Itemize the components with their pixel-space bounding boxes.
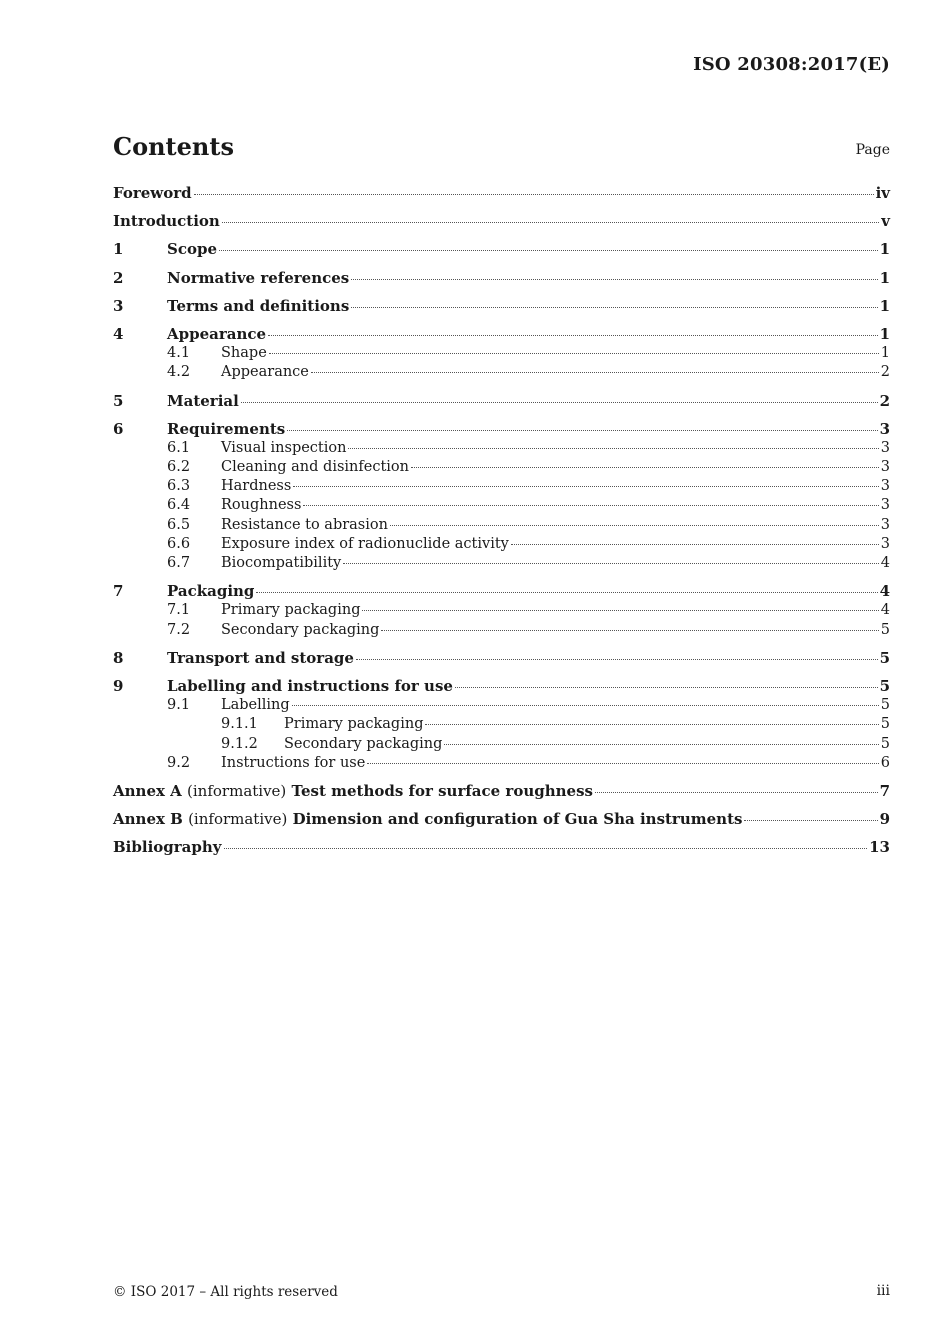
toc-entry-page: iv <box>875 184 890 202</box>
toc-entry[interactable] <box>113 439 890 458</box>
toc-entry[interactable] <box>113 477 890 496</box>
toc-entry-title: Labelling <box>221 697 290 714</box>
toc-entry-number: 6 <box>113 419 124 438</box>
document-id: ISO 20308:2017(E) <box>693 54 890 75</box>
toc-entry-number: 6.7 <box>167 555 191 571</box>
toc-entry-title: Primary packaging <box>221 602 361 619</box>
toc-entry-page: 5 <box>880 716 890 733</box>
toc-entry-number: 9.2 <box>167 754 191 771</box>
toc-entry-number: 9.1.2 <box>221 735 258 752</box>
toc-entry-title: Introduction <box>113 212 220 231</box>
dot-leader <box>351 279 877 280</box>
toc-entry-number: 7.2 <box>167 621 191 638</box>
toc-entry-page: 3 <box>880 535 890 552</box>
toc-entry-page: 2 <box>879 391 890 410</box>
toc-entry-title: Secondary packaging <box>284 735 443 752</box>
toc-entry-number: 6.1 <box>167 439 191 456</box>
toc-entry-number: 6.4 <box>167 497 191 514</box>
toc-entry[interactable] <box>113 458 890 477</box>
page-title: Contents <box>113 132 234 161</box>
dot-leader <box>311 372 879 373</box>
toc-entry-page: 1 <box>879 324 890 343</box>
annex-type: (informative) <box>187 781 287 800</box>
toc-entry[interactable] <box>113 363 890 382</box>
toc-entry-page: 6 <box>880 754 890 771</box>
dot-leader <box>381 630 878 631</box>
toc-entry-title: Foreword <box>113 184 192 202</box>
toc-entry-page: 1 <box>879 296 890 315</box>
toc-entry-page: 5 <box>879 648 890 667</box>
annex-title: Test methods for surface roughness <box>291 781 593 800</box>
toc-entry-title: Appearance <box>167 324 267 343</box>
toc-entry[interactable] <box>113 582 890 601</box>
toc-entry[interactable] <box>113 184 890 203</box>
dot-leader <box>595 792 878 793</box>
dot-leader <box>744 820 877 821</box>
toc-entry-number: 4 <box>113 324 124 343</box>
toc-entry-page: 3 <box>880 439 890 456</box>
toc-entry-page: 9 <box>879 810 890 829</box>
toc-entry-number: 4.1 <box>167 345 191 362</box>
dot-leader <box>511 544 879 545</box>
toc-entry[interactable] <box>113 420 890 439</box>
toc-entry-number: 9 <box>113 676 124 695</box>
dot-leader <box>292 705 879 706</box>
toc-entry-page: 1 <box>879 268 890 287</box>
dot-leader <box>287 430 877 431</box>
toc-entry-page: 3 <box>879 419 890 438</box>
toc-entry-title: Primary packaging <box>284 716 424 733</box>
toc-entry[interactable] <box>113 516 890 535</box>
toc-entry-number: 6.6 <box>167 535 191 552</box>
toc-entry[interactable] <box>113 212 890 231</box>
toc-entry[interactable] <box>113 696 890 715</box>
dot-leader <box>293 486 878 487</box>
toc-entry-page: 7 <box>879 781 890 800</box>
toc-entry-number: 4.2 <box>167 364 191 381</box>
dot-leader <box>222 222 879 223</box>
dot-leader <box>390 525 879 526</box>
toc-entry-number: 5 <box>113 391 124 410</box>
toc-entry-title: Exposure index of radionuclide activity <box>221 535 509 552</box>
toc-entry-number: 2 <box>113 268 124 287</box>
toc-entry[interactable] <box>113 535 890 554</box>
dot-leader <box>351 307 877 308</box>
dot-leader <box>241 402 878 403</box>
toc-entry-title: Roughness <box>221 497 302 514</box>
toc-entry-page: 5 <box>880 621 890 638</box>
toc-entry-page: 5 <box>879 676 890 695</box>
toc-entry-page: 3 <box>880 459 890 476</box>
toc-entry[interactable] <box>113 297 890 316</box>
dot-leader <box>348 448 878 449</box>
dot-leader <box>455 687 878 688</box>
dot-leader <box>268 335 877 336</box>
toc-entry-title: Labelling and instructions for use <box>167 676 453 695</box>
toc-entry-title: Transport and storage <box>167 648 354 667</box>
toc-entry-page: 2 <box>880 364 890 381</box>
toc-entry-title: Appearance <box>221 364 309 381</box>
toc-entry-page: 4 <box>880 602 890 619</box>
toc-entry[interactable] <box>113 754 890 773</box>
toc-entry-title: Visual inspection <box>221 439 347 456</box>
toc-entry-page: 13 <box>869 838 890 857</box>
dot-leader <box>194 194 874 195</box>
toc-entry-page: 4 <box>879 582 890 601</box>
toc-entry[interactable] <box>113 649 890 668</box>
toc-entry[interactable] <box>113 810 890 829</box>
toc-entry-title: Cleaning and disinfection <box>221 459 409 476</box>
toc-entry[interactable] <box>113 621 890 640</box>
toc-entry[interactable] <box>113 601 890 620</box>
toc-entry-number: 6.2 <box>167 459 191 476</box>
dot-leader <box>411 467 879 468</box>
toc-entry-page: 3 <box>880 497 890 514</box>
toc-entry-number: 3 <box>113 296 124 315</box>
toc-entry-page: 3 <box>880 478 890 495</box>
annex-title: Dimension and configuration of Gua Sha instruments <box>292 810 743 829</box>
toc-entry-number: 9.1 <box>167 697 191 714</box>
dot-leader <box>343 563 879 564</box>
toc-entry-title: Shape <box>221 345 267 362</box>
toc-entry[interactable] <box>113 496 890 515</box>
copyright-notice: © ISO 2017 – All rights reserved <box>113 1284 338 1300</box>
dot-leader <box>269 353 879 354</box>
toc-entry-number: 6.5 <box>167 516 191 533</box>
toc-entry-page: 5 <box>880 697 890 714</box>
dot-leader <box>356 659 878 660</box>
dot-leader <box>303 505 878 506</box>
toc-entry-title: Secondary packaging <box>221 621 380 638</box>
toc-entry[interactable] <box>113 344 890 363</box>
dot-leader <box>224 848 868 849</box>
toc-entry-title: Instructions for use <box>221 754 366 771</box>
toc-entry-page: 5 <box>880 735 890 752</box>
toc-entry-page: 1 <box>879 240 890 259</box>
toc-entry-number: 7 <box>113 582 124 601</box>
toc-entry-title: Requirements <box>167 419 286 438</box>
toc-entry-title: Biocompatibility <box>221 555 342 571</box>
annex-label: Annex B <box>113 810 183 829</box>
toc-entry-page: 4 <box>880 555 890 571</box>
toc-entry-number: 6.3 <box>167 478 191 495</box>
toc-entry[interactable] <box>113 735 890 754</box>
toc-entry-title: Hardness <box>221 478 292 495</box>
toc-entry[interactable] <box>113 240 890 259</box>
toc-entry-title: Bibliography <box>113 838 222 857</box>
dot-leader <box>362 610 878 611</box>
table-of-contents <box>113 184 890 857</box>
toc-entry-title: Terms and definitions <box>167 296 350 315</box>
toc-entry[interactable] <box>113 392 890 411</box>
dot-leader <box>256 592 877 593</box>
toc-entry-title: Scope <box>167 240 218 259</box>
toc-entry-page: 1 <box>880 345 890 362</box>
toc-entry[interactable] <box>113 838 890 857</box>
annex-label: Annex A <box>113 781 182 800</box>
toc-entry[interactable] <box>113 554 890 573</box>
toc-entry[interactable] <box>113 715 890 734</box>
dot-leader <box>444 744 878 745</box>
toc-entry[interactable] <box>113 269 890 288</box>
toc-entry-title: Resistance to abrasion <box>221 516 388 533</box>
dot-leader <box>219 250 878 251</box>
toc-entry-title: Normative references <box>167 268 350 287</box>
toc-entry[interactable] <box>113 325 890 344</box>
annex-type: (informative) <box>188 810 288 829</box>
page-column-label: Page <box>855 142 890 158</box>
toc-entry-number: 7.1 <box>167 602 191 619</box>
toc-entry[interactable] <box>113 677 890 696</box>
toc-entry-number: 1 <box>113 240 124 259</box>
toc-entry-number: 8 <box>113 648 124 667</box>
toc-entry-title: Material <box>167 391 239 410</box>
toc-entry[interactable] <box>113 782 890 801</box>
toc-entry-title <box>113 810 742 829</box>
toc-entry-title <box>113 782 593 801</box>
toc-entry-page: v <box>881 212 890 231</box>
dot-leader <box>367 763 878 764</box>
dot-leader <box>425 724 878 725</box>
toc-entry-number: 9.1.1 <box>221 716 258 733</box>
page-number: iii <box>876 1283 890 1299</box>
toc-entry-title: Packaging <box>167 582 255 601</box>
toc-entry-page: 3 <box>880 516 890 533</box>
